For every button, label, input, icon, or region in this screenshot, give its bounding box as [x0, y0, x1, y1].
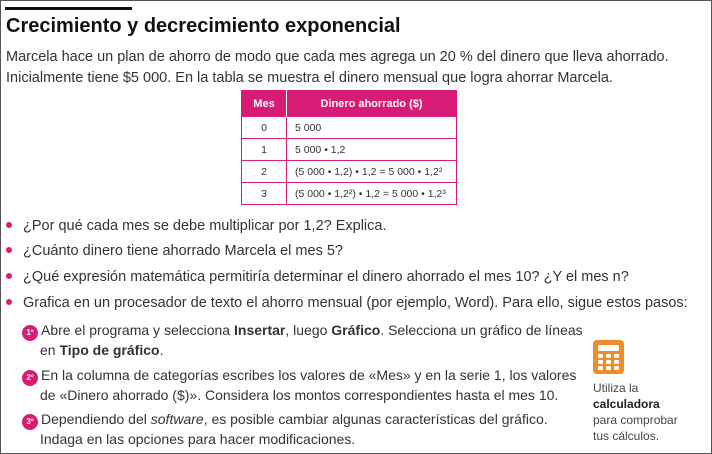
step-text: en: [40, 341, 60, 358]
step-italic-text: software: [150, 411, 204, 427]
question-text: ¿Cuánto dinero tiene ahorrado Marcela el mes 5?: [23, 243, 343, 259]
cell-mes: 2: [242, 161, 287, 183]
calculator-tip: [593, 380, 678, 444]
question-4: [6, 293, 688, 313]
step-number-badge: 2º: [22, 370, 38, 386]
table-header-row: [242, 91, 457, 117]
step-text: , luego: [285, 322, 332, 338]
step-text: Abre el programa y selecciona: [41, 322, 234, 338]
intro-paragraph: [6, 47, 706, 89]
cell-dinero: 5 000: [287, 117, 457, 139]
step-2: [22, 366, 576, 405]
question-2: [6, 241, 343, 261]
cell-mes: 0: [242, 117, 287, 139]
intro-line-2: Inicialmente tiene $5 000. En la tabla se muestra el dinero mensual que logra ahorrar Marcela.: [6, 70, 613, 86]
table-row: [242, 139, 457, 161]
step-bold-text: Tipo de gráfico: [59, 341, 160, 358]
step-text: . Selecciona un gráfico de líneas: [380, 322, 583, 338]
bullet-icon: [6, 247, 12, 253]
step-bold-text: Insertar: [234, 322, 286, 338]
calculator-icon: [593, 340, 624, 374]
intro-line-1: Marcela hace un plan de ahorro de modo que cada mes agrega un 20 % del dinero que lleva ahorrado.: [6, 49, 669, 65]
step-number-badge: 3º: [22, 414, 38, 430]
table-row: [242, 161, 457, 183]
tip-bold-line: calculadora: [593, 397, 660, 411]
cell-mes: 1: [242, 139, 287, 161]
tip-line: tus cálculos.: [593, 429, 660, 443]
cell-mes: 3: [242, 183, 287, 205]
cell-dinero: (5 000 • 1,2²) • 1,2 = 5 000 • 1,2³: [287, 183, 457, 205]
question-text: ¿Por qué cada mes se debe multiplicar por 1,2? Explica.: [23, 218, 387, 234]
tip-line: para comprobar: [593, 413, 678, 427]
step-text: Dependiendo del: [41, 411, 151, 427]
step-line-2: [22, 341, 583, 360]
question-text: Grafica en un procesador de texto el ahorro mensual (por ejemplo, Word). Para ello, sigue estos pasos:: [23, 295, 688, 311]
step-text: , es posible cambiar algunas características del gráfico.: [203, 411, 548, 427]
title-rule: [5, 7, 132, 10]
step-line-2: de «Dinero ahorrado ($)». Considera los montos correspondientes hasta el mes 10.: [40, 386, 559, 403]
page-title: Crecimiento y decrecimiento exponencial: [6, 15, 401, 37]
header-dinero: Dinero ahorrado ($): [287, 91, 457, 117]
step-text: .: [159, 341, 164, 358]
savings-table: [241, 90, 457, 205]
cell-dinero: (5 000 • 1,2) • 1,2 = 5 000 • 1,2²: [287, 161, 457, 183]
table-row: [242, 183, 457, 205]
question-text: ¿Qué expresión matemática permitiría determinar el dinero ahorrado el mes 10? ¿Y el mes n?: [23, 269, 629, 285]
bullet-icon: [6, 299, 12, 305]
cell-dinero: 5 000 • 1,2: [287, 139, 457, 161]
tip-line: Utiliza la: [593, 381, 639, 395]
header-mes: Mes: [242, 91, 287, 117]
question-1: [6, 216, 387, 236]
step-line-2: Indaga en las opciones para hacer modificaciones.: [40, 430, 356, 447]
bullet-icon: [6, 222, 12, 228]
step-3: [22, 410, 548, 449]
bullet-icon: [6, 273, 12, 279]
step-text: En la columna de categorías escribes los valores de «Mes» y en la serie 1, los valores: [41, 367, 577, 383]
question-3: [6, 267, 629, 287]
step-bold-text: Gráfico: [331, 322, 381, 338]
step-number-badge: 1º: [22, 325, 38, 341]
step-1: [22, 321, 583, 360]
table-row: [242, 117, 457, 139]
